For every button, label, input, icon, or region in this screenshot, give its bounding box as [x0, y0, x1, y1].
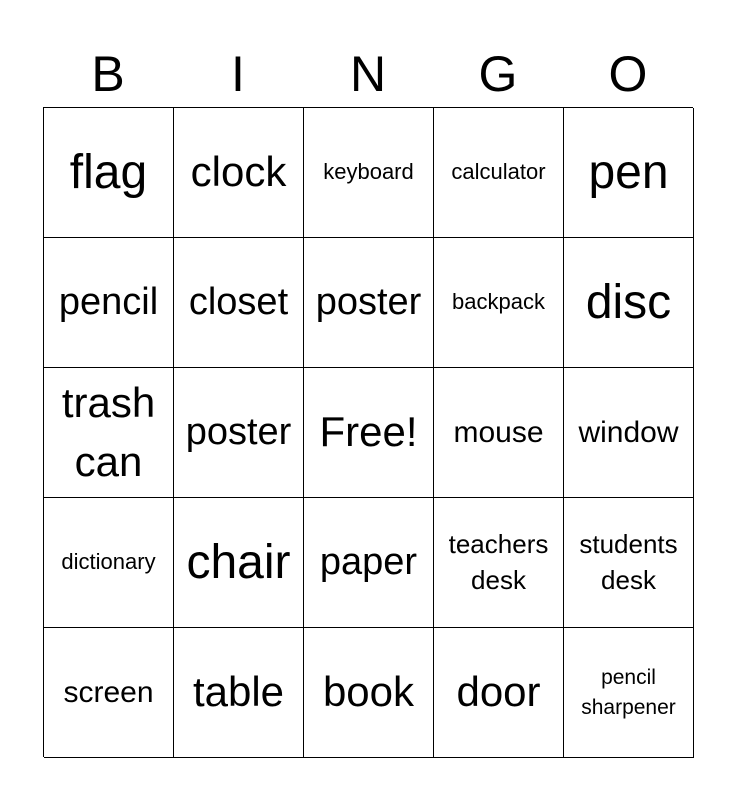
cell-label: trash can [61, 378, 156, 485]
bingo-header [43, 44, 693, 104]
bingo-cell[interactable] [434, 238, 564, 368]
bingo-cell[interactable] [434, 628, 564, 758]
cell-label: pencil sharpener [581, 666, 676, 719]
cell-label: mouse [453, 415, 544, 449]
header-letter-b: B [91, 46, 125, 102]
cell-label: closet [188, 280, 289, 323]
cell-label: window [578, 415, 679, 449]
bingo-cell[interactable] [304, 108, 434, 238]
cell-label: students desk [579, 529, 678, 595]
bingo-cell[interactable] [304, 628, 434, 758]
cell-label: poster [315, 280, 422, 323]
cell-label: table [192, 668, 285, 716]
bingo-cell[interactable] [174, 628, 304, 758]
cell-label: disc [585, 275, 672, 329]
cell-label: poster [185, 410, 292, 453]
bingo-cell[interactable] [174, 108, 304, 238]
bingo-cell[interactable] [174, 498, 304, 628]
bingo-cell[interactable] [44, 498, 174, 628]
cell-label: door [456, 668, 541, 716]
bingo-cell[interactable] [174, 238, 304, 368]
cell-label: dictionary [61, 549, 156, 575]
cell-label: teachers desk [448, 529, 549, 595]
header-letter-i: I [231, 46, 245, 102]
bingo-cell[interactable] [564, 498, 694, 628]
cell-label: keyboard [323, 159, 414, 185]
cell-label: calculator [451, 159, 546, 185]
cell-label: backpack [452, 289, 545, 315]
header-letter-n: N [349, 46, 387, 102]
bingo-cell[interactable] [304, 238, 434, 368]
cell-label: clock [190, 148, 287, 196]
cell-label: pen [588, 145, 669, 199]
cell-label: flag [69, 145, 148, 199]
bingo-cell[interactable] [564, 108, 694, 238]
cell-label: screen [63, 675, 154, 709]
bingo-board [43, 107, 693, 757]
cell-label: pencil [58, 280, 159, 323]
cell-label: book [322, 668, 415, 716]
free-space-cell[interactable] [304, 368, 434, 498]
bingo-cell[interactable] [174, 368, 304, 498]
cell-label: paper [319, 540, 418, 583]
bingo-cell[interactable] [44, 628, 174, 758]
bingo-cell[interactable] [434, 108, 564, 238]
bingo-cell[interactable] [564, 628, 694, 758]
bingo-cell[interactable] [44, 368, 174, 498]
cell-label: chair [186, 535, 291, 589]
bingo-cell[interactable] [304, 498, 434, 628]
bingo-cell[interactable] [564, 368, 694, 498]
free-space-label: Free! [319, 408, 418, 456]
bingo-cell[interactable] [564, 238, 694, 368]
bingo-cell[interactable] [44, 108, 174, 238]
header-letter-g: G [478, 46, 518, 102]
header-letter-o: O [608, 46, 648, 102]
bingo-cell[interactable] [44, 238, 174, 368]
bingo-cell[interactable] [434, 368, 564, 498]
bingo-cell[interactable] [434, 498, 564, 628]
